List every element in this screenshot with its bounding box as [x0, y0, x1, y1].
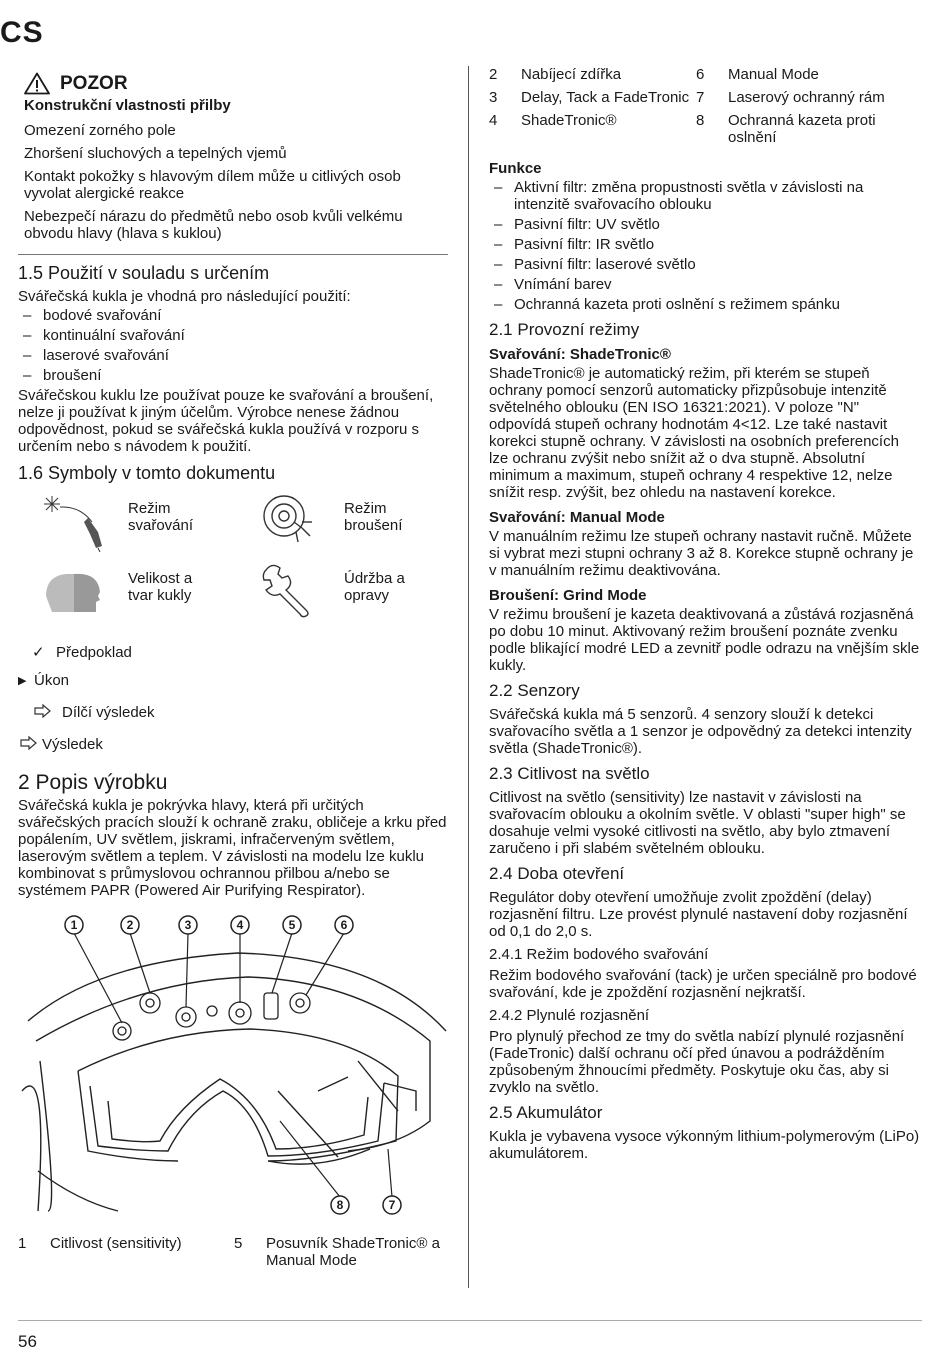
list-item: – laserové svařování	[18, 347, 448, 364]
warning-triangle-icon	[24, 72, 50, 95]
paragraph: Regulátor doby otevření umožňuje zvolit zpoždění (delay) rozjasnění filtru. Lze provést plynulé nastavení doby rozjasnění od 0,1 do 2,0 s.	[489, 889, 908, 940]
symbol-label: Režim svařování	[128, 500, 194, 534]
callout-number: 4	[236, 918, 244, 932]
part-number: 3	[489, 89, 498, 106]
paragraph: ShadeTronic® je automatický režim, při kterém se stupeň ochrany pomocí senzorů automaticky přizpůsobuje intenzitě světelného oblouku (EN ISO 16321:2021). V poloze "N" odpovídá stupeň ochrany hodnotám 4<12. Lze také nastavit korekci stupně ochrany. V závislosti na osobních preferencích lze ochranu zvýšit nebo snížit až o dva stupně. Absolutní minimum a maximum, stupeň ochrany 4 respektive 12, nelze snížit resp. zvýšit, bez ohledu na nastavení korekce.	[489, 365, 899, 501]
legend-result	[18, 736, 448, 760]
warning-title: POZOR	[60, 73, 128, 94]
list-item	[489, 66, 921, 83]
paragraph: Citlivost na světlo (sensitivity) lze nastavit v závislosti na svařovacím oblouku a okolním světle. V oblasti "super high" se dosahuje velmi vysoké citlivosti na světlo, aby bylo ztmavení zaručeno i při slabém světelném oblouku.	[489, 789, 906, 857]
part-label: Posuvník ShadeTronic® a Manual Mode	[266, 1235, 440, 1269]
section-1-5-text: Svářečskou kuklu lze používat pouze ke svařování a broušení, nelze ji používat k jiným účelům. Výrobce nenese žádnou odpovědnost, pokud se svářečská kukla používá v rozporu s určením nebo s návodem k použití.	[18, 387, 434, 455]
paragraph: V režimu broušení je kazeta deaktivovaná a zůstává rozjasněná po dobu 10 minut. Aktivovaný režim broušení poznáte zvenku podle blikající modré LED a zevnitř podle odrazu na vnějším skle kukly.	[489, 606, 920, 674]
warning-item: Nebezpečí nárazu do předmětů nebo osob kvůli velkému obvodu hlavy (hlava s kuklou)	[24, 208, 403, 242]
callout-number: 7	[388, 1198, 396, 1212]
paragraph: Kukla je vybavena vysoce výkonným lithium-polymerovým (LiPo) akumulátorem.	[489, 1128, 920, 1162]
part-label: Laserový ochranný rám	[728, 89, 885, 106]
section-heading-2-3: 2.3 Citlivost na světlo	[489, 764, 650, 783]
section-heading-2-2: 2.2 Senzory	[489, 681, 580, 700]
subheading: Svařování: Manual Mode	[489, 509, 665, 526]
result-arrow-icon	[20, 736, 38, 750]
warning-box	[18, 72, 448, 255]
column-divider	[468, 66, 469, 1288]
list-item: – bodové svařování	[18, 307, 448, 324]
subheading: Svařování: ShadeTronic®	[489, 346, 671, 363]
list-item	[18, 1235, 448, 1269]
symbol-label: Údržba a opravy	[344, 570, 405, 604]
part-number: 7	[696, 89, 705, 106]
uses-list	[18, 307, 448, 384]
section-1-5-intro: Svářečská kukla je vhodná pro následující použití:	[18, 288, 351, 305]
section-heading-1-5: 1.5 Použití v souladu s určením	[18, 263, 270, 283]
legend-partial-result	[18, 704, 448, 728]
part-label: ShadeTronic®	[521, 112, 617, 129]
list-item	[489, 112, 921, 146]
footer-rule	[18, 1320, 922, 1321]
part-label: Manual Mode	[728, 66, 819, 83]
list-item	[489, 89, 921, 106]
callout-number: 8	[336, 1198, 344, 1212]
list-item: – Aktivní filtr: změna propustnosti světla v závislosti na intenzitě svařovacího oblouku	[489, 179, 921, 213]
callout-number: 5	[288, 918, 296, 932]
part-label: Delay, Tack a FadeTronic	[521, 89, 690, 106]
helmet-illustration	[18, 911, 448, 1221]
legend-step	[18, 672, 448, 696]
parts-legend-left	[18, 1235, 448, 1295]
legend-prerequisite	[18, 644, 448, 668]
section-heading-2: 2 Popis výrobku	[18, 771, 168, 794]
right-column	[489, 66, 921, 1168]
partial-result-arrow-icon	[34, 704, 52, 718]
section-heading-2-5: 2.5 Akumulátor	[489, 1103, 603, 1122]
part-label: Citlivost (sensitivity)	[50, 1235, 182, 1252]
checkmark-icon: ✓	[32, 644, 45, 661]
paragraph: Svářečská kukla má 5 senzorů. 4 senzory slouží k detekci svařovacího světla a 1 senzor je odpovědný za detekci intenzity světla (ShadeTronic®).	[489, 706, 912, 757]
section-2-text: Svářečská kukla je pokrývka hlavy, která při určitých svářečských pracích slouží k ochraně zraku, obličeje a krku před popálením, UV světlem, jiskrami, infračerveným světlem, laserovým světlem a teplem. V závislosti na modelu lze kuklu kombinovat s průmyslovou ochrannou přilbou a/nebo se systémem PAPR (Powered Air Purifying Respirator).	[18, 797, 447, 899]
helmet-head-icon	[40, 566, 106, 614]
warning-heading	[24, 72, 448, 95]
wrench-icon	[262, 562, 318, 618]
part-number: 8	[696, 112, 705, 129]
symbol-grid	[18, 492, 448, 632]
part-number: 1	[18, 1235, 27, 1252]
left-column	[18, 72, 448, 1295]
warning-item: Zhoršení sluchových a tepelných vjemů	[24, 145, 287, 162]
page-number: 56	[18, 1332, 37, 1351]
subheading: Broušení: Grind Mode	[489, 587, 647, 604]
helmet-inside-drawing	[18, 911, 448, 1221]
list-item: – Pasivní filtr: UV světlo	[489, 216, 921, 233]
section-heading-2-4: 2.4 Doba otevření	[489, 864, 625, 883]
step-triangle-icon: ▶	[18, 675, 27, 687]
section-heading-2-4-2: 2.4.2 Plynulé rozjasnění	[489, 1007, 650, 1024]
part-label: Nabíjecí zdířka	[521, 66, 622, 83]
grinding-disc-icon	[258, 492, 318, 548]
paragraph: V manuálním režimu lze stupeň ochrany nastavit ručně. Můžete si vybrat mezi stupni ochrany 3 až 8. Korekce stupně ochrany je v manuálním režimu deaktivována.	[489, 528, 914, 579]
list-item: – broušení	[18, 367, 448, 384]
functions-list	[489, 179, 921, 313]
warning-item: Omezení zorného pole	[24, 122, 176, 139]
section-heading-1-6: 1.6 Symboly v tomto dokumentu	[18, 463, 276, 483]
language-code: CS	[0, 16, 44, 49]
warning-item: Kontakt pokožky s hlavovým dílem může u citlivých osob vyvolat alergické reakce	[24, 168, 401, 202]
legend-label: Výsledek	[42, 736, 103, 753]
part-label: Ochranná kazeta proti oslnění	[728, 112, 876, 146]
callout-number: 2	[126, 918, 134, 932]
functions-heading: Funkce	[489, 160, 542, 177]
paragraph: Pro plynulý přechod ze tmy do světla nabízí plynulé rozjasnění (FadeTronic) další ochranu očí před únavou a podrážděním způsobeným žhnoucími předměty. Poskytuje oku čas, aby si zvyklo na světlo.	[489, 1028, 905, 1096]
list-item: – Vnímání barev	[489, 276, 921, 293]
paragraph: Režim bodového svařování (tack) je určen speciálně pro bodové svařování, kde je zpoždění rozjasnění nejkratší.	[489, 967, 917, 1001]
symbol-label: Velikost a tvar kukly	[128, 570, 193, 604]
callout-number: 1	[70, 918, 78, 932]
part-number: 6	[696, 66, 705, 83]
list-item: – Ochranná kazeta proti oslnění s režimem spánku	[489, 296, 921, 313]
part-number: 5	[234, 1235, 243, 1252]
legend-label: Dílčí výsledek	[62, 704, 155, 721]
welding-torch-icon	[40, 492, 110, 552]
section-heading-2-1: 2.1 Provozní režimy	[489, 320, 640, 339]
list-item: – Pasivní filtr: IR světlo	[489, 236, 921, 253]
callout-number: 3	[184, 918, 192, 932]
symbol-label: Režim broušení	[344, 500, 403, 534]
part-number: 2	[489, 66, 498, 83]
callout-number: 6	[340, 918, 348, 932]
list-item: – kontinuální svařování	[18, 327, 448, 344]
legend-label: Předpoklad	[56, 644, 132, 661]
part-number: 4	[489, 112, 498, 129]
legend-label: Úkon	[34, 672, 70, 689]
list-item: – Pasivní filtr: laserové světlo	[489, 256, 921, 273]
warning-subtitle: Konstrukční vlastnosti přilby	[24, 97, 231, 114]
section-heading-2-4-1: 2.4.1 Režim bodového svařování	[489, 946, 709, 963]
